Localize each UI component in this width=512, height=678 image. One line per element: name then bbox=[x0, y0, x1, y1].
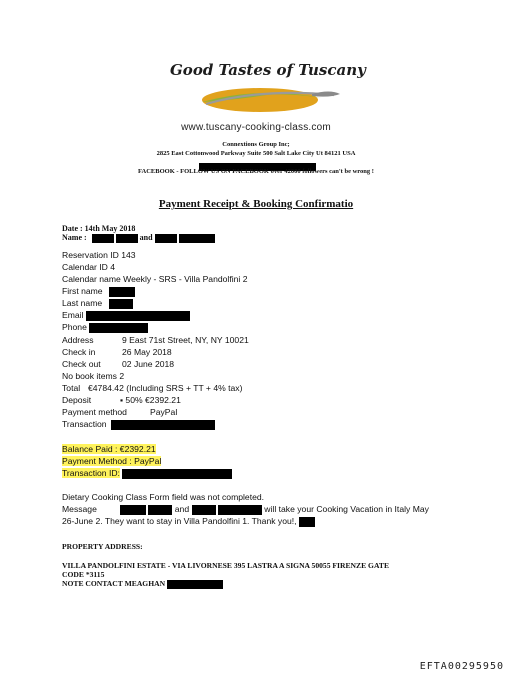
address-row bbox=[62, 335, 249, 346]
redaction-block bbox=[109, 299, 133, 309]
highlight-transaction-row bbox=[62, 468, 232, 479]
checkin-row bbox=[62, 347, 172, 358]
redaction-block bbox=[155, 234, 177, 243]
deposit-label: Deposit bbox=[62, 395, 92, 405]
facebook-line: FACEBOOK - FOLLOW US ON FACEBOOK over 42000 followers can't be wrong ! bbox=[138, 168, 374, 175]
redaction-block bbox=[86, 311, 190, 321]
total-row bbox=[62, 383, 242, 394]
property-address-line-2: CODE *3115 bbox=[62, 570, 105, 579]
redaction-block bbox=[116, 234, 138, 243]
message-and: and bbox=[174, 504, 190, 514]
transaction-label: Transaction bbox=[62, 419, 107, 429]
checkin-value: 26 May 2018 bbox=[122, 347, 172, 357]
redaction-block bbox=[111, 420, 215, 430]
payment-method-value: PayPal bbox=[150, 407, 178, 417]
checkout-row bbox=[62, 359, 174, 370]
last-name-label: Last name bbox=[62, 298, 103, 308]
address-label: Address bbox=[62, 335, 94, 345]
property-note-row bbox=[62, 579, 223, 589]
logo-text: Good Tastes of Tuscany bbox=[170, 61, 366, 79]
redaction-block bbox=[109, 287, 135, 297]
message-label: Message bbox=[62, 504, 97, 514]
total-label: Total bbox=[62, 383, 81, 393]
website-url: www.tuscany-cooking-class.com bbox=[181, 122, 331, 133]
calendar-id: Calendar ID 4 bbox=[62, 262, 116, 272]
message-row bbox=[62, 504, 429, 515]
checkout-label: Check out bbox=[62, 359, 101, 369]
redaction-block bbox=[120, 505, 146, 515]
checkin-label: Check in bbox=[62, 347, 96, 357]
calendar-name: Calendar name Weekly - SRS - Villa Pandolfini 2 bbox=[62, 274, 248, 284]
email-label: Email bbox=[62, 310, 84, 320]
redaction-block bbox=[299, 517, 315, 527]
dietary-note: Dietary Cooking Class Form field was not completed. bbox=[62, 492, 265, 502]
phone-row bbox=[62, 322, 148, 333]
message-row-2 bbox=[62, 516, 315, 527]
deposit-value: ▪ 50% €2392.21 bbox=[120, 395, 181, 405]
redaction-block bbox=[92, 234, 114, 243]
highlight-payment-method: Payment Method : PayPal bbox=[62, 456, 162, 466]
date-line: Date : 14th May 2018 bbox=[62, 224, 136, 233]
redaction-block bbox=[179, 234, 215, 243]
name-label: Name : bbox=[62, 233, 87, 242]
message-text-2: 26-June 2. They want to stay in Villa Pandolfini 1. Thank you!, bbox=[62, 516, 297, 526]
redaction-block bbox=[167, 580, 223, 589]
property-note: NOTE CONTACT MEAGHAN bbox=[62, 579, 166, 588]
payment-method-label: Payment method bbox=[62, 407, 127, 417]
balance-paid-row bbox=[62, 444, 156, 455]
deposit-row bbox=[62, 395, 181, 406]
first-name-row bbox=[62, 286, 135, 297]
page-title: Payment Receipt & Booking Confirmatio bbox=[158, 198, 354, 210]
message-text-1: will take your Cooking Vacation in Italy May bbox=[264, 504, 429, 514]
property-address-line-1: VILLA PANDOLFINI ESTATE - VIA LIVORNESE 395 LASTRA A SIGNA 50055 FIRENZE GATE bbox=[62, 561, 390, 570]
redaction-block bbox=[122, 469, 232, 479]
balance-paid: Balance Paid : €2392.21 bbox=[62, 444, 156, 454]
first-name-label: First name bbox=[62, 286, 103, 296]
address-value: 9 East 71st Street, NY, NY 10021 bbox=[122, 335, 249, 345]
email-row bbox=[62, 310, 190, 321]
name-line bbox=[62, 233, 215, 243]
payment-method-row bbox=[62, 407, 177, 418]
reservation-id: Reservation ID 143 bbox=[62, 250, 136, 260]
transaction-row bbox=[62, 419, 215, 430]
redaction-block bbox=[218, 505, 262, 515]
document-id: EFTA00295950 bbox=[419, 661, 504, 672]
no-book-items: No book items 2 bbox=[62, 371, 125, 381]
last-name-row bbox=[62, 298, 133, 309]
redaction-block bbox=[89, 323, 148, 333]
company-name: Connextions Group Inc; bbox=[222, 141, 290, 148]
total-value: €4784.42 (Including SRS + TT + 4% tax) bbox=[88, 383, 243, 393]
redaction-block bbox=[148, 505, 172, 515]
company-address: 2825 East Cottonwood Parkway Suite 500 Salt Lake City Ut 84121 USA bbox=[156, 150, 356, 157]
phone-label: Phone bbox=[62, 322, 87, 332]
highlight-transaction-id: Transaction ID: bbox=[62, 468, 120, 478]
property-heading: PROPERTY ADDRESS: bbox=[62, 542, 143, 551]
name-and: and bbox=[139, 233, 153, 242]
highlight-payment-method-row bbox=[62, 456, 161, 467]
redaction-block bbox=[192, 505, 216, 515]
checkout-value: 02 June 2018 bbox=[122, 359, 175, 369]
